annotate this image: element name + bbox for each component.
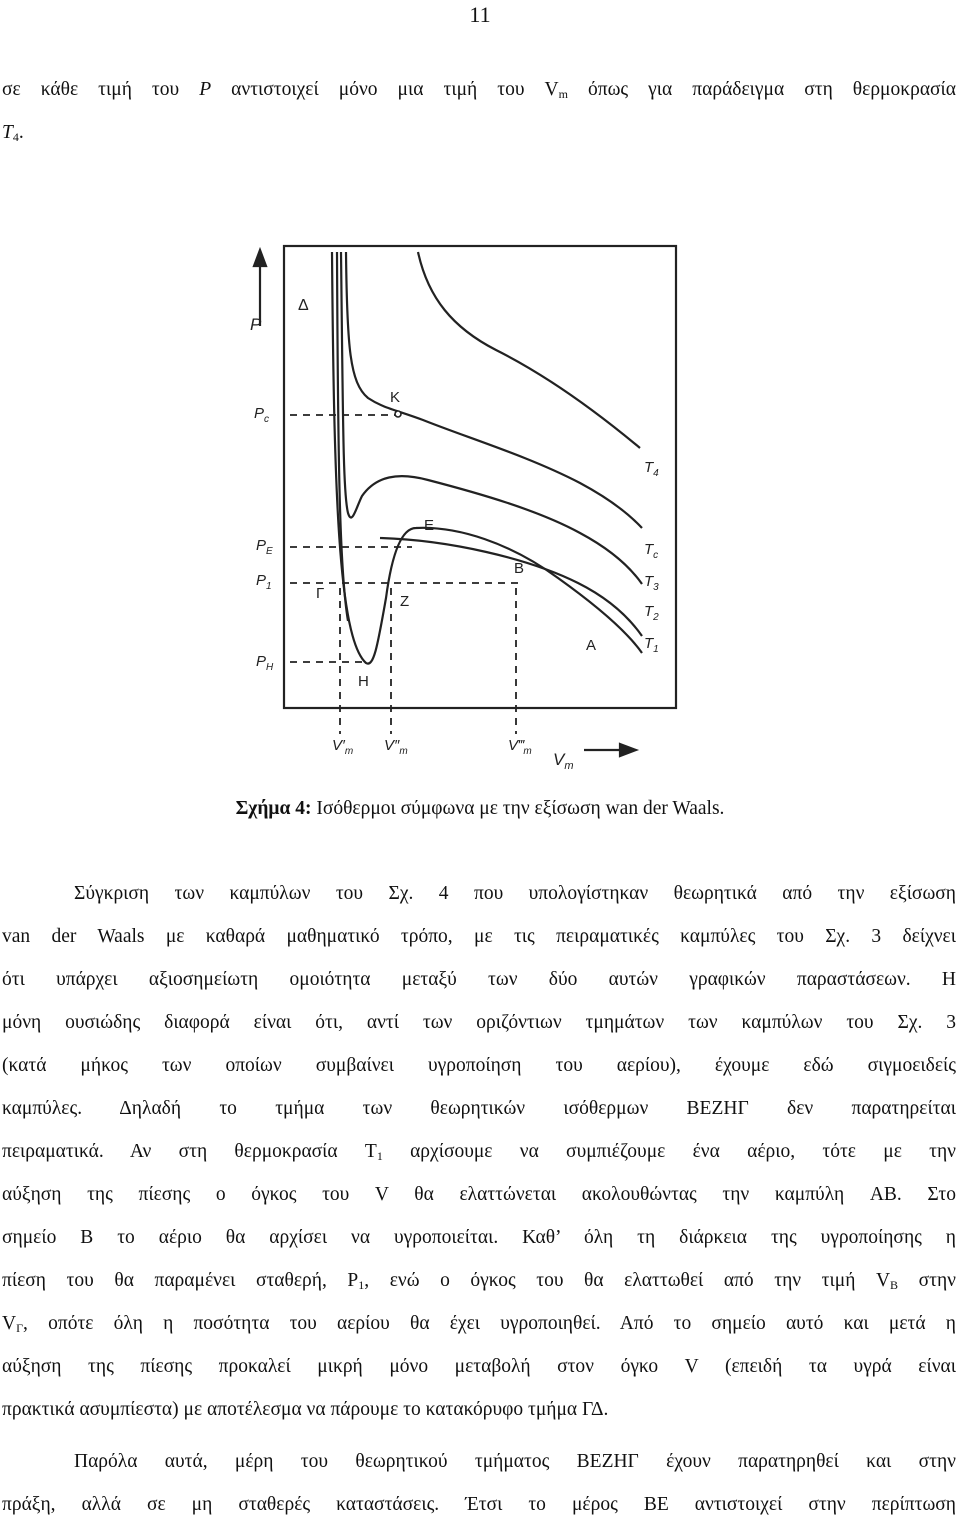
tc-label: $T_c$: [644, 541, 659, 561]
body-paragraph-2: [2, 1440, 956, 1526]
point-z-label: Z: [400, 593, 410, 610]
para1-line-6: καμπύλες. Δηλαδή το τμήμα των θεωρητικών ισόθερμων ΒΕΖΗΓ δεν παρατηρείται: [2, 1098, 956, 1119]
point-b-label: B: [514, 560, 525, 577]
para1-line-5: (κατά μήκος των οποίων συμβαίνει υγροποίηση του αερίου), έχουμε εδώ σιγμοειδείς: [2, 1055, 956, 1076]
point-e-label: E: [424, 517, 435, 534]
v-axis-arrowhead: [620, 744, 636, 756]
body-paragraph-1: [2, 872, 956, 1431]
axis-p-label: P: [250, 315, 262, 334]
critical-point-k: [395, 411, 401, 417]
point-a-label: A: [586, 637, 597, 654]
intro-paragraph: [2, 68, 956, 154]
para1-line-4: μόνη ουσιώδης διαφορά είναι ότι, αντί των οριζόντιων τμημάτων των καμπύλων του Σχ. 3: [2, 1012, 956, 1033]
p-axis-arrowhead: [254, 250, 266, 266]
para2-line-2: πράξη, αλλά σε μη σταθερές καταστάσεις. Έτσι το μέρος BE αντιστοιχεί στην περίπτωση: [2, 1494, 956, 1515]
para1-line-1: Σύγκριση των καμπύλων του Σχ. 4 που υπολογίστηκαν θεωρητικά από την εξίσωση: [74, 883, 956, 904]
para1-line-2: van der Waals με καθαρά μαθηματικό τρόπο, με τις πειραματικές καμπύλες του Σχ. 3 δείχνει: [2, 926, 956, 947]
t2-label: $T_2$: [644, 603, 659, 623]
point-h-label: H: [358, 673, 369, 690]
intro-line-2: $T_4$.: [2, 122, 24, 144]
isotherm-t1: [332, 252, 642, 664]
para1-line-10: πίεση του θα παραμένει σταθερή, $P_1$, ενώ ο όγκος του θα ελαττωθεί από την τιμή $V_B$ στην: [2, 1270, 956, 1292]
vm2-label: $V''_m$: [384, 737, 408, 757]
para1-line-8: αύξηση της πίεσης ο όγκος του V θα ελαττώνεται ακολουθώντας την καμπύλη AB. Στο: [2, 1184, 956, 1205]
t3-label: $T_3$: [644, 573, 659, 593]
point-delta-label: Δ: [298, 297, 309, 314]
isotherm-t3: [341, 252, 642, 584]
isotherm-t4: [418, 252, 640, 448]
para1-line-9: σημείο B το αέριο θα αρχίσει να υγροποιείται. Καθ’ όλη τη διάρκεια της υγροποίησης η: [2, 1227, 956, 1248]
axis-v-label: $V_m$: [553, 750, 574, 772]
para1-line-7: πειραματικά. Αν στη θερμοκρασία $T_1$ αρχίσουμε να συμπιέζουμε ένα αέριο, τότε με την: [2, 1141, 956, 1163]
page-number: 11: [469, 2, 491, 27]
para2-line-1: Παρόλα αυτά, μέρη του θεωρητικού τμήματος ΒΕΖΗΓ έχουν παρατηρηθεί και στην: [74, 1451, 956, 1472]
ph-label: $P_H$: [256, 653, 274, 673]
para1-line-11: $V_\Gamma$, οπότε όλη η ποσότητα του αερίου θα έχει υγροποιηθεί. Από το σημείο αυτό και μετά η: [2, 1313, 956, 1335]
t4-label: $T_4$: [644, 459, 659, 479]
pc-label: $P_c$: [254, 405, 270, 425]
t1-label: $T_1$: [644, 635, 659, 655]
isotherm-t2-right: [380, 538, 642, 636]
figure-caption: Σχήμα 4: Ισόθερμοι σύμφωνα με την εξίσωση wan der Waals.: [235, 798, 725, 819]
para1-line-12: αύξηση της πίεσης προκαλεί μικρή μόνο μεταβολή στον όγκο V (επειδή τα υγρά είναι: [2, 1356, 956, 1377]
p1-label: $P_1$: [256, 572, 272, 592]
vm1-label: $V'_m$: [332, 737, 354, 757]
vm3-label: $V‴_m$: [508, 737, 532, 757]
pe-label: $P_E$: [256, 537, 273, 557]
point-k-label: K: [390, 389, 401, 406]
para1-line-13: πρακτικά ασυμπίεστα) με αποτέλεσμα να πάρουμε το κατακόρυφο τμήμα ΓΔ.: [2, 1399, 609, 1420]
point-gamma-label: Γ: [316, 585, 325, 602]
intro-line-1: σε κάθε τιμή του P αντιστοιχεί μόνο μια τιμή του $V_m$ όπως για παράδειγμα στη θερμοκρασία: [2, 79, 956, 101]
van-der-waals-isotherms-figure: [228, 238, 688, 798]
para1-line-3: ότι υπάρχει αξιοσημείωτη ομοιότητα μεταξύ των δύο αυτών γραφικών παραστάσεων. Η: [2, 969, 956, 990]
